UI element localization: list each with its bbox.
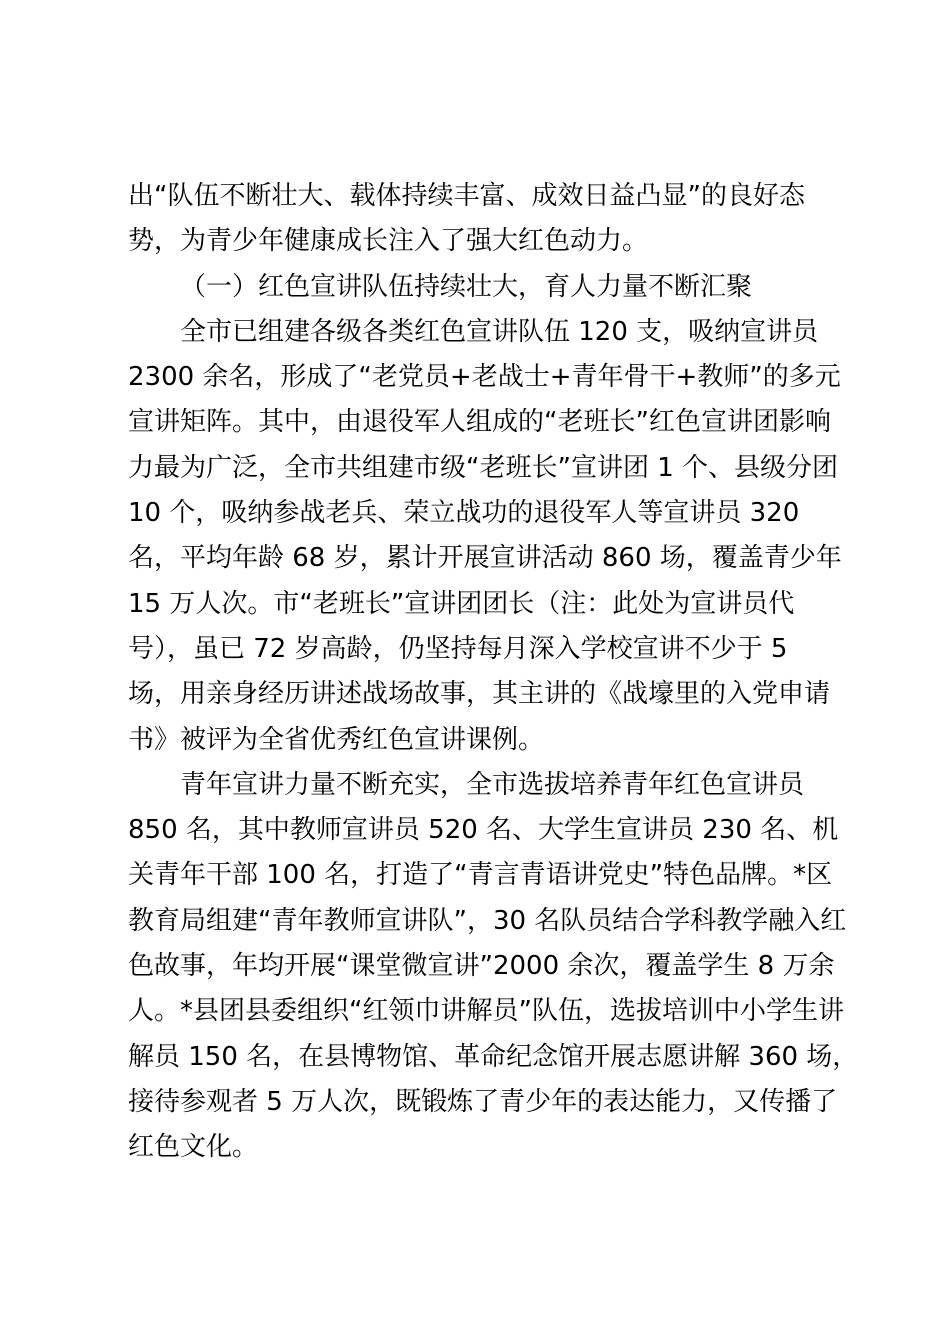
text-line: 解员 150 名，在县博物馆、革命纪念馆开展志愿讲解 360 场，	[128, 1041, 859, 1072]
text-line: 人。*县团县委组织“红领巾讲解员”队伍，选拔培训中小学生讲	[128, 996, 844, 1027]
text-line: 接待参观者 5 万人次，既锻炼了青少年的表达能力，又传播了	[128, 1086, 838, 1117]
text-line: 宣讲矩阵。其中，由退役军人组成的“老班长”红色宣讲团影响	[128, 407, 831, 438]
text-line: 10 个，吸纳参战老兵、荣立战功的退役军人等宣讲员 320	[128, 498, 800, 529]
text-line: 红色文化。	[128, 1132, 259, 1163]
text-line: 关青年干部 100 名，打造了“青言青语讲党史”特色品牌。*区	[128, 860, 833, 891]
text-line: 书》被评为全省优秀红色宣讲课例。	[128, 724, 545, 755]
section-heading: （一）红色宣讲队伍持续壮大，育人力量不断汇聚	[180, 271, 753, 302]
text-line: 场，用亲身经历讲述战场故事，其主讲的《战壕里的入党申请	[128, 679, 831, 710]
text-line: 出“队伍不断壮大、载体持续丰富、成效日益凸显”的良好态	[128, 181, 805, 211]
text-line: 青年宣讲力量不断充实，全市选拔培养青年红色宣讲员	[180, 769, 805, 800]
body-text	[128, 174, 859, 1171]
text-line: 2300 余名，形成了“老党员+老战士+青年骨干+教师”的多元	[128, 362, 841, 393]
text-line: 势，为青少年健康成长注入了强大红色动力。	[128, 226, 649, 257]
text-line: 教育局组建“青年教师宣讲队”，30 名队员结合学科教学融入红	[128, 905, 847, 936]
text-line: 色故事，年均开展“课堂微宣讲”2000 余次，覆盖学生 8 万余	[128, 951, 835, 982]
text-line: 号），虽已 72 岁高龄，仍坚持每月深入学校宣讲不少于 5	[128, 633, 788, 664]
text-line: 力最为广泛，全市共组建市级“老班长”宣讲团 1 个、县级分团	[128, 452, 839, 483]
text-line: 名，平均年龄 68 岁，累计开展宣讲活动 860 场，覆盖青少年	[128, 543, 842, 574]
text-line: 全市已组建各级各类红色宣讲队伍 120 支，吸纳宣讲员	[180, 316, 819, 347]
text-line: 15 万人次。市“老班长”宣讲团团长（注：此处为宣讲员代	[128, 588, 795, 619]
text-line: 850 名，其中教师宣讲员 520 名、大学生宣讲员 230 名、机	[128, 815, 839, 846]
